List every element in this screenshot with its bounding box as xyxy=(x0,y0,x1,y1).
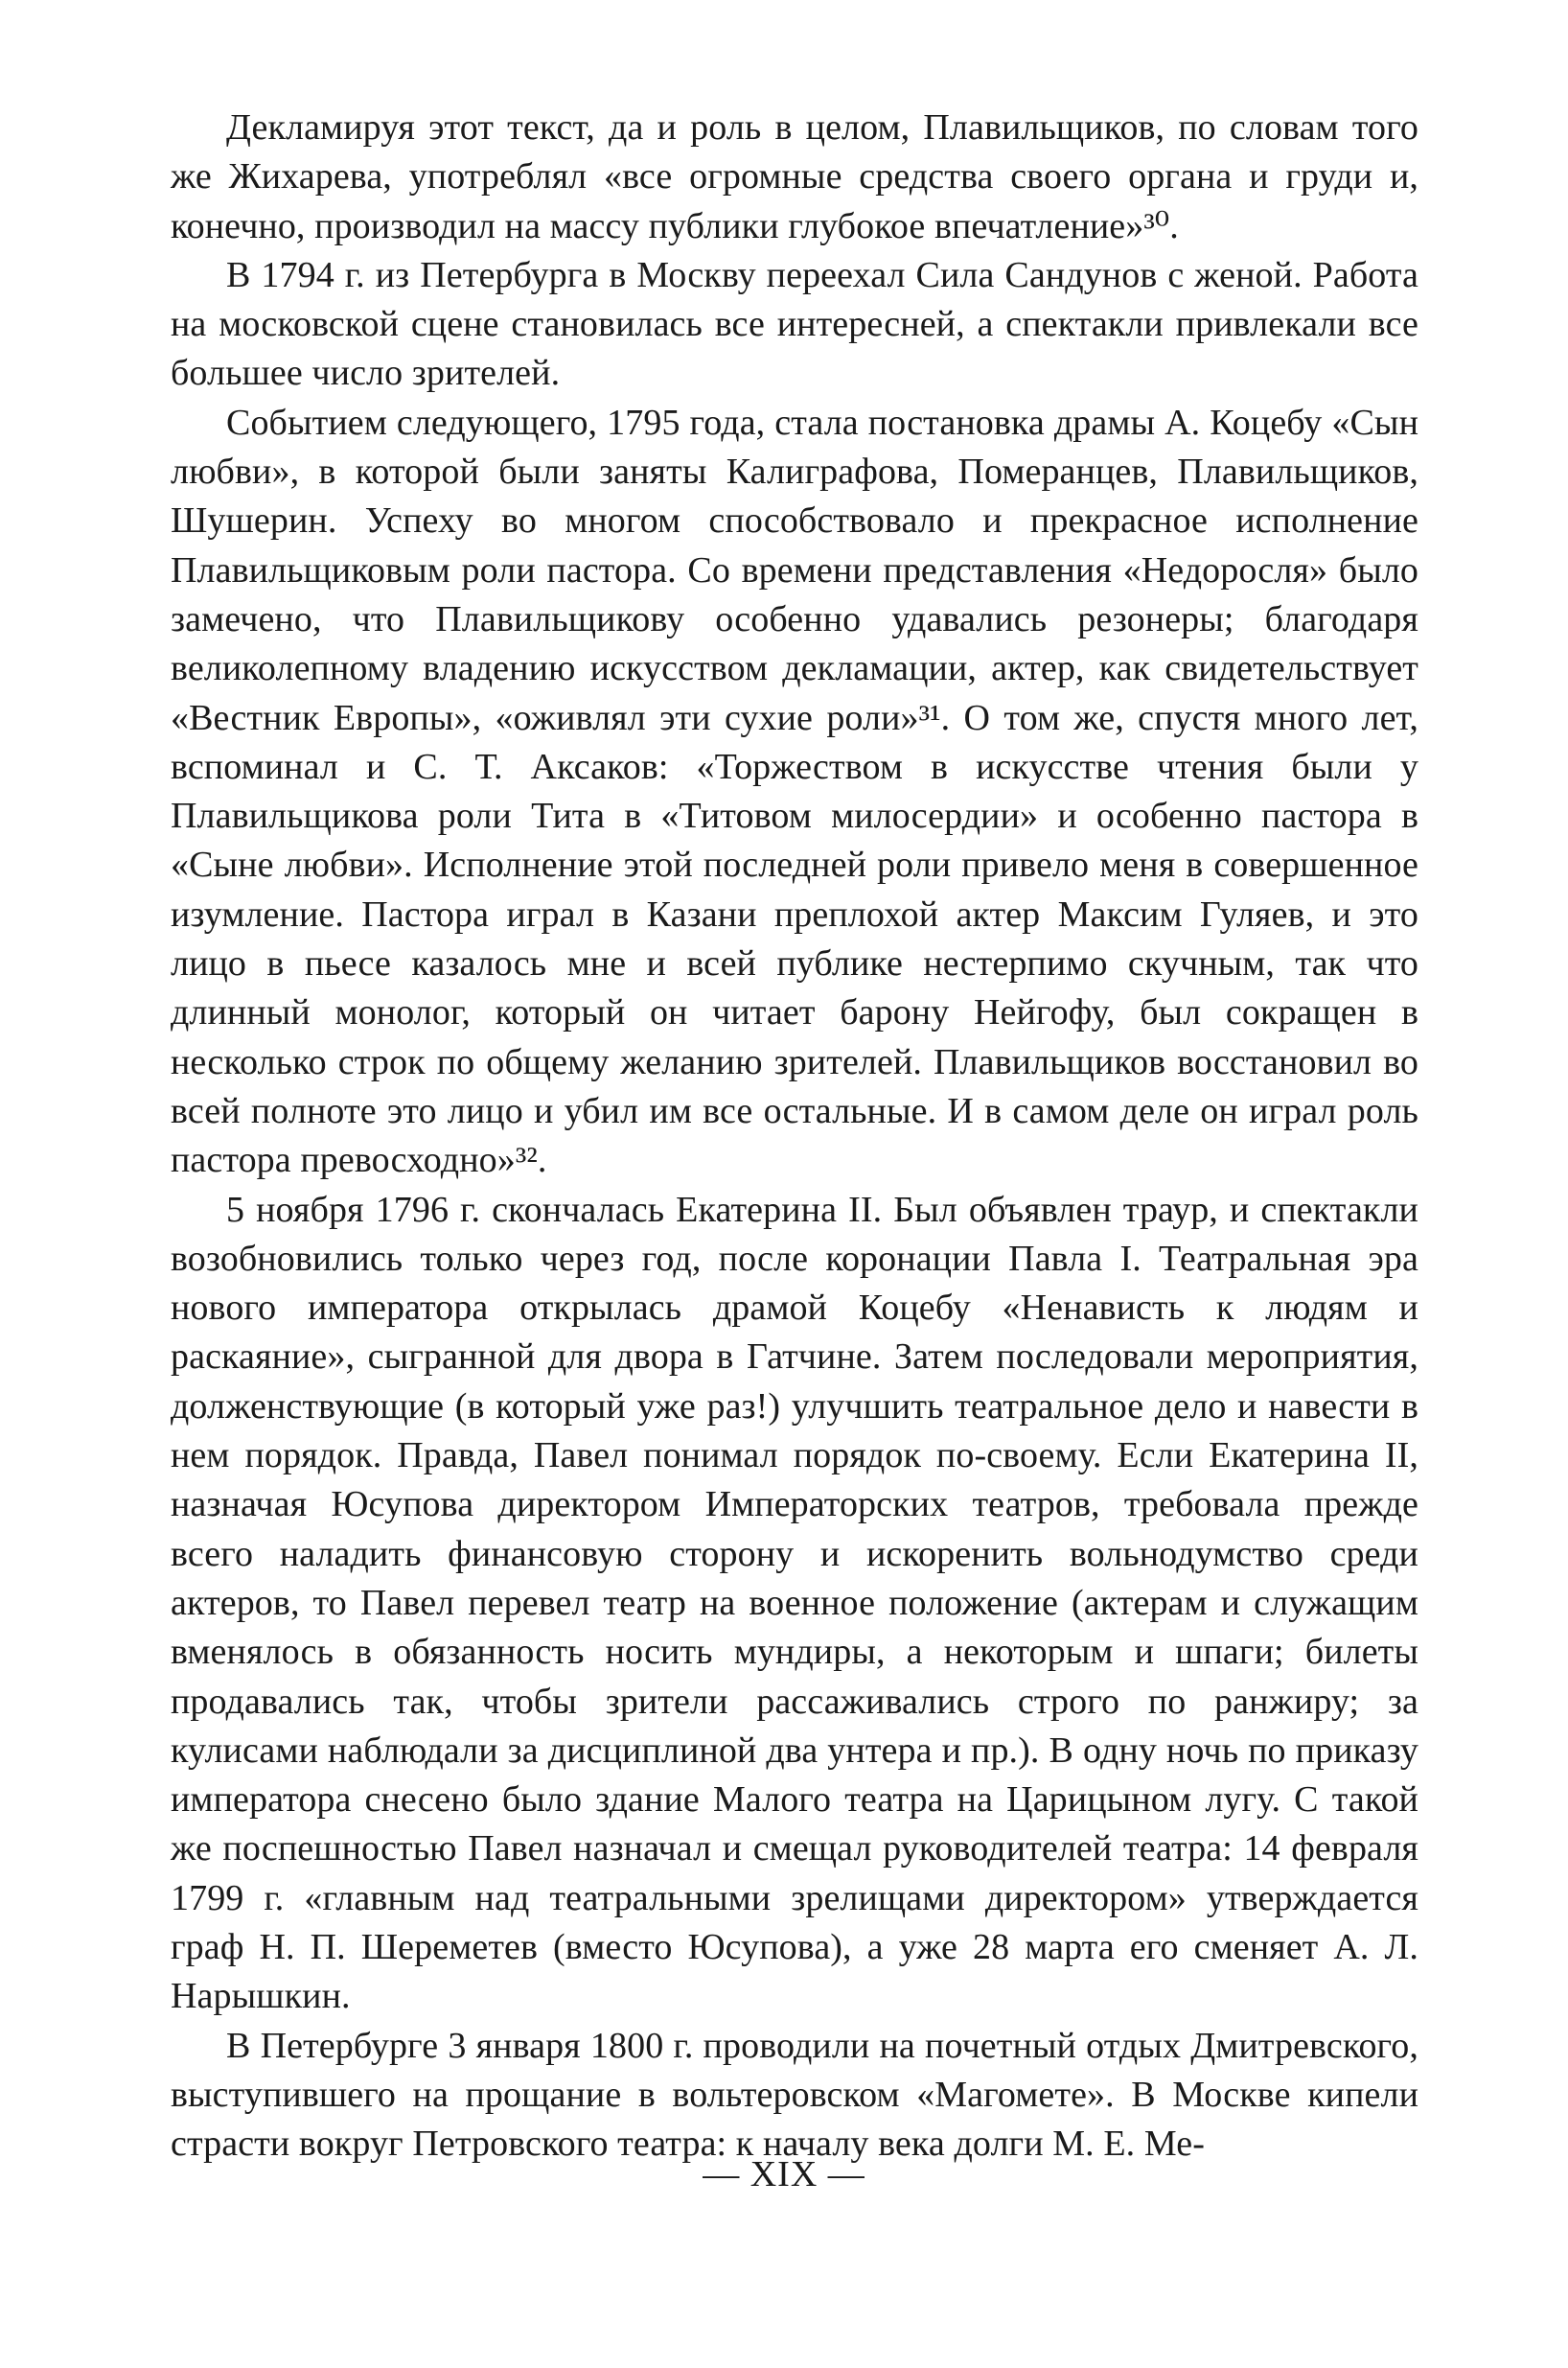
paragraph-5: В Петербурге 3 января 1800 г. проводили на почетный отдых Дмитревского, выступившего на прощание в вольтеровском «Магомете». В Москве кипели страсти вокруг Петровского театра: к началу века долги М. Е. Ме- xyxy=(171,2025,1418,2165)
page-body xyxy=(171,104,1418,2169)
paragraph-3: Событием следующего, 1795 года, стала постановка драмы А. Коцебу «Сын любви», в которой были заняты Калиграфова, Померанцев, Плавильщиков, Шушерин. Успеху во многом способствовало и прекрасное исполнение Плавильщиковым роли пастора. Со времени представления «Недоросля» было замечено, что Плавильщикову особенно удавались резонеры; благодаря великолепному владению искусством декламации, актер, как свидетельствует «Вестник Европы», «оживлял эти сухие роли»³¹. О том же, спустя много лет, вспоминал и С. Т. Аксаков: «Торжеством в искусстве чтения были у Плавильщикова роли Тита в «Титовом милосердии» и особенно пастора в «Сыне любви». Исполнение этой последней роли привело меня в совершенное изумление. Пастора играл в Казани преплохой актер Максим Гуляев, и это лицо в пьесе казалось мне и всей публике нестерпимо скучным, так что длинный монолог, который он читает барону Нейгофу, был сокращен в несколько строк по общему желанию зрителей. Плавильщиков восстановил во всей полноте это лицо и убил им все остальные. И в самом деле он играл роль пастора превосходно»³². xyxy=(171,402,1418,1181)
paragraph-1: Декламируя этот текст, да и роль в целом, Плавильщиков, по словам того же Жихарева, употреблял «все огромные средства своего органа и груди и, конечно, производил на массу публики глубокое впечатление»³⁰. xyxy=(171,107,1418,246)
paragraph-2: В 1794 г. из Петербурга в Москву переехал Сила Сандунов с женой. Работа на московской сцене становилась все интересней, а спектакли привлекали все большее число зрителей. xyxy=(171,254,1418,394)
page-number: — XIX — xyxy=(703,2154,865,2194)
paragraph-4: 5 ноября 1796 г. скончалась Екатерина II. Был объявлен траур, и спектакли возобновились только через год, после коронации Павла I. Театральная эра нового императора открылась драмой Коцебу «Ненависть к людям и раскаяние», сыгранной для двора в Гатчине. Затем последовали мероприятия, долженствующие (в который уже раз!) улучшить театральное дело и навести в нем порядок. Правда, Павел понимал порядок по-своему. Если Екатерина II, назначая Юсупова директором Императорских театров, требовала прежде всего наладить финансовую сторону и искоренить вольнодумство среди актеров, то Павел перевел театр на военное положение (актерам и служащим вменялось в обязанность носить мундиры, а некоторым и шпаги; билеты продавались так, чтобы зрители рассаживались строго по ранжиру; за кулисами наблюдали за дисциплиной два унтера и пр.). В одну ночь по приказу императора снесено было здание Малого театра на Царицыном лугу. С такой же поспешностью Павел назначал и смещал руководителей театра: 14 февраля 1799 г. «главным над театральными зрелищами директором» утверждается граф Н. П. Шереметев (вместо Юсупова), а уже 28 марта его сменяет А. Л. Нарышкин. xyxy=(171,1189,1418,2017)
